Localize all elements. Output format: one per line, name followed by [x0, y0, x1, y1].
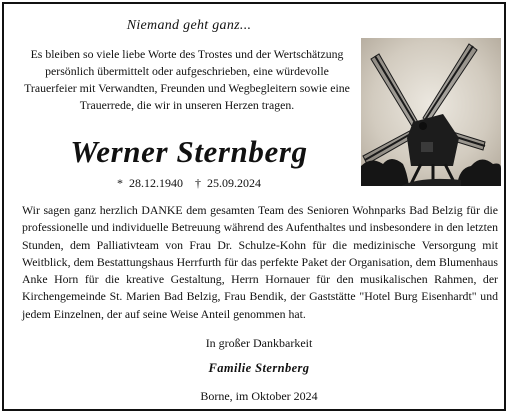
headline: Niemand geht ganz...: [126, 18, 252, 33]
obituary-frame: [2, 2, 506, 411]
death-date: † 25.09.2024: [195, 176, 261, 190]
windmill-icon: [361, 38, 501, 186]
deceased-name: Werner Sternberg: [70, 134, 308, 169]
family-signature: Familie Sternberg: [208, 361, 310, 375]
intro-text: Es bleiben so viele liebe Worte des Trostes und der Wertschätzung persönlich übermittelt oder aufgeschrieben, eine würdevolle Trauerfeier mit Verwandten, Freunden und Wegbegleitern sowie eine Trauerrede, die wir in unseren Herzen tragen.: [24, 47, 350, 112]
gratitude-line: In großer Dankbarkeit: [205, 336, 313, 350]
life-dates: [4, 176, 374, 191]
thank-you-text: Wir sagen ganz herzlich DANKE dem gesamten Team des Senioren Wohnparks Bad Belzig für die professionelle und individuelle Betreuung während des Aufenthaltes und insbesondere in den letzten Stunden, dem Palliativteam von Frau Dr. Schulze-Kohn für die medizinische Versorgung mit Weitblick, dem Bestattungshaus Herrfurth für das perfekte Paket der Organisation, dem Blumenhaus Anke Horn für die kreative Gestaltung, Herrn Hornauer für den musikalischen Rahmen, der Kirchengemeinde St. Marien Bad Belzig, Frau Bendik, der Gaststätte "Hotel Burg Eisenhardt" und jedem Einzelnen, der auf seine Weise Anteil genommen hat.: [22, 203, 498, 321]
place-date: Borne, im Oktober 2024: [200, 389, 318, 403]
birth-date: * 28.12.1940: [117, 176, 183, 190]
